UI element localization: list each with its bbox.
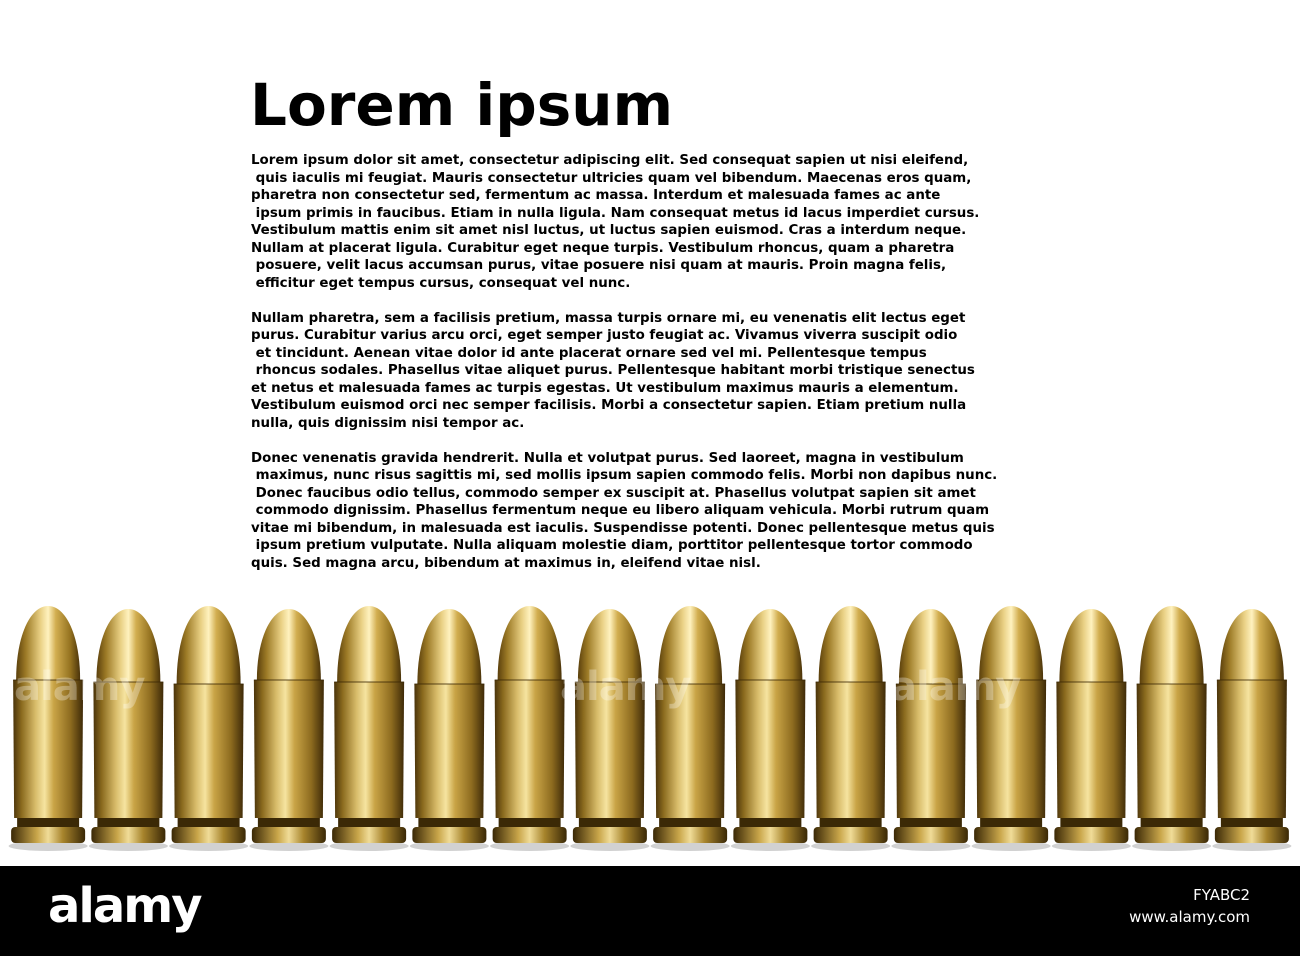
cartridge-bullet-head [979, 606, 1043, 680]
text-line: ipsum primis in faucibus. Etiam in nulla ligula. Nam consequat metus id lacus imperdiet cursus. [251, 205, 980, 221]
cartridge-rim [172, 827, 246, 843]
text-line: quis iaculis mi feugiat. Mauris consectetur ultricies quam vel bibendum. Maecenas eros quam, [251, 170, 972, 186]
site-url: www.alamy.com [1129, 908, 1250, 926]
cartridge [731, 609, 810, 851]
image-id: FYABC2 [1193, 886, 1250, 904]
cartridge-groove [418, 818, 480, 827]
cartridge [490, 606, 569, 851]
cartridge-bullet-head [177, 606, 241, 684]
cartridge [651, 606, 730, 851]
cartridge [1132, 606, 1211, 851]
cartridge-bullet-head [738, 609, 802, 680]
text-line: purus. Curabitur varius arcu orci, eget semper justo feugiat ac. Vivamus viverra suscipit odio [251, 328, 958, 343]
cartridge-rim [1215, 827, 1289, 843]
footer-logo: alamy [48, 878, 201, 934]
cartridge-rim [1054, 827, 1128, 843]
cartridge-rim [332, 827, 406, 843]
cartridge-bullet-head [16, 606, 80, 680]
paragraph-1 [251, 152, 1081, 292]
cartridge [1052, 609, 1131, 851]
cartridge-rim [11, 827, 85, 843]
cartridge [410, 609, 489, 851]
cartridge-bullet-head [417, 609, 481, 684]
text-line: Lorem ipsum dolor sit amet, consectetur adipiscing elit. Sed consequat sapien ut nisi eleifend, [251, 153, 969, 168]
cartridge-bullet-head [1140, 606, 1204, 684]
cartridge-rim [91, 827, 165, 843]
text-line: ipsum pretium vulputate. Nulla aliquam molestie diam, porttitor pellentesque tortor commodo [251, 538, 973, 553]
body-text [251, 152, 1081, 590]
cartridge [89, 609, 168, 851]
cartridge-groove [499, 818, 561, 827]
cartridge [330, 606, 409, 851]
cartridge-case [13, 680, 83, 818]
cartridge-groove [900, 818, 962, 827]
cartridge [9, 606, 88, 851]
cartridge-case [735, 680, 805, 818]
cartridge-case [976, 680, 1046, 818]
cartridge-bullet-head [498, 606, 562, 680]
cartridge-groove [17, 818, 79, 827]
text-line: posuere, velit lacus accumsan purus, vitae posuere nisi quam at mauris. Proin magna felis, [251, 258, 947, 273]
cartridge-groove [1141, 818, 1203, 827]
cartridge-case [414, 684, 484, 818]
cartridge [891, 609, 970, 851]
text-line: Donec venenatis gravida hendrerit. Nulla et volutpat purus. Sed laoreet, magna in vestibulum [251, 450, 964, 466]
cartridge-case [334, 682, 404, 818]
cartridge [811, 606, 890, 851]
cartridge-bullet-head [819, 606, 883, 682]
cartridge-groove [258, 818, 320, 827]
cartridge-bullet-head [1220, 609, 1284, 680]
text-line: pharetra non consectetur sed, fermentum ac massa. Interdum et malesuada fames ac ante [251, 188, 941, 203]
cartridge-rim [412, 827, 486, 843]
cartridge-rim [894, 827, 968, 843]
cartridge-groove [820, 818, 882, 827]
cartridge-rim [974, 827, 1048, 843]
cartridge-groove [1060, 818, 1122, 827]
text-line: efficitur eget tempus cursus, consequat vel nunc. [251, 275, 631, 291]
text-line: quis. Sed magna arcu, bibendum at maximus in, eleifend vitae nisl. [251, 555, 761, 571]
cartridge [570, 609, 649, 851]
page-title: Lorem ipsum [250, 71, 674, 139]
cartridge-groove [739, 818, 801, 827]
cartridge-case [1056, 682, 1126, 818]
cartridge-groove [1221, 818, 1283, 827]
cartridge-bullet-head [337, 606, 401, 682]
cartridge [169, 606, 248, 851]
cartridge-bullet-head [96, 609, 160, 682]
text-line: et tincidunt. Aenean vitae dolor id ante placerat ornare sed vel mi. Pellentesque tempus [251, 345, 927, 361]
cartridge-case [896, 684, 966, 818]
watermark-text: alamy [560, 664, 691, 710]
cartridge-rim [814, 827, 888, 843]
watermark-text: alamy [14, 664, 145, 710]
cartridge-rim [653, 827, 727, 843]
cartridge-bullet-head [1059, 609, 1123, 682]
cartridge [249, 609, 328, 851]
cartridge-bullet-head [578, 609, 642, 682]
paragraph-2 [251, 310, 1081, 433]
cartridge [1212, 609, 1291, 851]
text-line: vitae mi bibendum, in malesuada est iaculis. Suspendisse potenti. Donec pellentesque metus quis [251, 520, 995, 536]
footer-bar [0, 866, 1300, 956]
cartridge-bullet-head [658, 606, 722, 684]
footer-image-info [1129, 884, 1250, 928]
cartridge-case [575, 682, 645, 818]
text-line: Donec faucibus odio tellus, commodo semper ex suscipit at. Phasellus volutpat sapien sit amet [251, 485, 976, 501]
cartridge-case [254, 680, 324, 818]
cartridge-groove [178, 818, 240, 827]
cartridge [972, 606, 1051, 851]
text-line: Vestibulum mattis enim sit amet nisl luctus, ut luctus sapien euismod. Cras a interdum neque. [251, 223, 967, 238]
cartridge-case [93, 682, 163, 818]
cartridge-case [816, 682, 886, 818]
text-line: Nullam pharetra, sem a facilisis pretium, massa turpis ornare mi, eu venenatis elit lectus eget [251, 310, 966, 326]
cartridge-rim [573, 827, 647, 843]
cartridge-groove [97, 818, 159, 827]
watermark-text: alamy [890, 664, 1021, 710]
cartridge-groove [579, 818, 641, 827]
bullet-row [0, 596, 1300, 856]
cartridge-bullet-head [257, 609, 321, 680]
cartridge-case [495, 680, 565, 818]
cartridge-rim [1135, 827, 1209, 843]
text-line: nulla, quis dignissim nisi tempor ac. [251, 415, 525, 431]
cartridge-rim [252, 827, 326, 843]
text-line: Nullam at placerat ligula. Curabitur eget neque turpis. Vestibulum rhoncus, quam a pharetra [251, 240, 955, 256]
text-line: maximus, nunc risus sagittis mi, sed mollis ipsum sapien commodo felis. Morbi non dapibus nunc. [251, 468, 998, 483]
cartridge-case [1217, 680, 1287, 818]
cartridge-rim [493, 827, 567, 843]
cartridge-groove [980, 818, 1042, 827]
cartridge-groove [659, 818, 721, 827]
cartridge-case [655, 684, 725, 818]
paragraph-3 [251, 450, 1081, 573]
cartridge-rim [733, 827, 807, 843]
cartridge-case [1137, 684, 1207, 818]
cartridge-case [174, 684, 244, 818]
text-line: Vestibulum euismod orci nec semper facilisis. Morbi a consectetur sapien. Etiam pretium nulla [251, 398, 967, 413]
cartridge-groove [338, 818, 400, 827]
text-line: et netus et malesuada fames ac turpis egestas. Ut vestibulum maximus mauris a elementum. [251, 380, 959, 396]
cartridge-bullet-head [899, 609, 963, 684]
text-line: rhoncus sodales. Phasellus vitae aliquet purus. Pellentesque habitant morbi tristique senectus [251, 363, 975, 378]
text-line: commodo dignissim. Phasellus fermentum neque eu libero aliquam vehicula. Morbi rutrum quam [251, 503, 990, 518]
